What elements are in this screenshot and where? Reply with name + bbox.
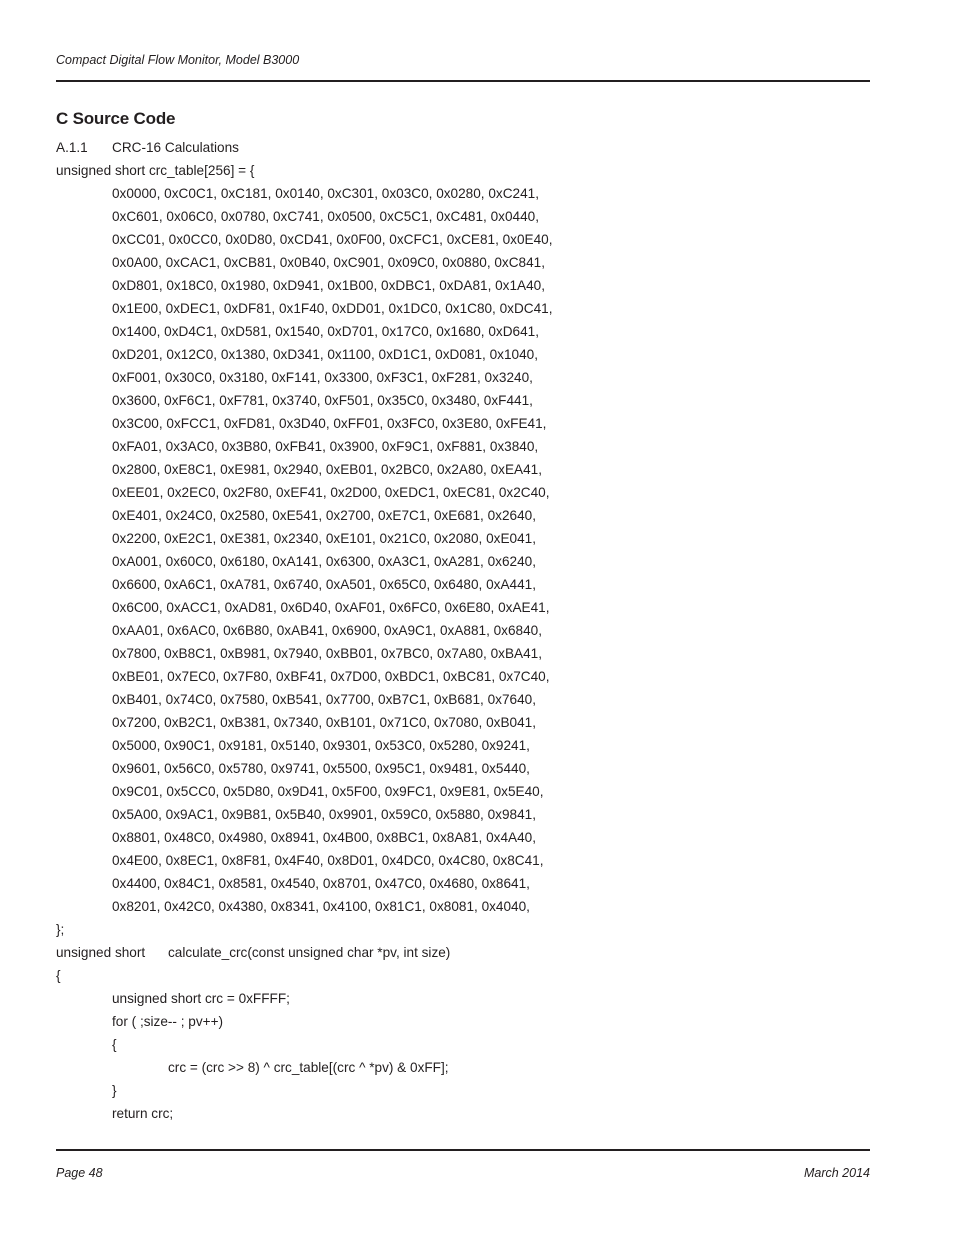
crc-table-row: 0xEE01, 0x2EC0, 0x2F80, 0xEF41, 0x2D00, 0xEDC1, 0xEC81, 0x2C40, (112, 485, 550, 500)
crc-table-row: 0xFA01, 0x3AC0, 0x3B80, 0xFB41, 0x3900, 0xF9C1, 0xF881, 0x3840, (112, 439, 539, 454)
loop-open-brace: { (112, 1037, 117, 1052)
crc-table-row: 0x7200, 0xB2C1, 0xB381, 0x7340, 0xB101, 0x71C0, 0x7080, 0xB041, (112, 715, 536, 730)
crc-table-row: 0xF001, 0x30C0, 0x3180, 0xF141, 0x3300, 0xF3C1, 0xF281, 0x3240, (112, 370, 533, 385)
crc-table-row: 0xD801, 0x18C0, 0x1980, 0xD941, 0x1B00, 0xDBC1, 0xDA81, 0x1A40, (112, 278, 546, 293)
crc-table-row: 0x4E00, 0x8EC1, 0x8F81, 0x4F40, 0x8D01, 0x4DC0, 0x4C80, 0x8C41, (112, 853, 544, 868)
crc-table-row: 0x4400, 0x84C1, 0x8581, 0x4540, 0x8701, 0x47C0, 0x4680, 0x8641, (112, 876, 530, 891)
subsection-number: A.1.1 (56, 140, 88, 155)
crc-table-row: 0x1E00, 0xDEC1, 0xDF81, 0x1F40, 0xDD01, 0x1DC0, 0x1C80, 0xDC41, (112, 301, 553, 316)
loop-close-brace: } (112, 1083, 117, 1098)
function-return-type: unsigned short (56, 945, 146, 960)
crc-table-row: 0x8801, 0x48C0, 0x4980, 0x8941, 0x4B00, 0x8BC1, 0x8A81, 0x4A40, (112, 830, 536, 845)
crc-table-row: 0x8201, 0x42C0, 0x4380, 0x8341, 0x4100, 0x81C1, 0x8081, 0x4040, (112, 899, 530, 914)
crc-table-row: 0x5A00, 0x9AC1, 0x9B81, 0x5B40, 0x9901, 0x59C0, 0x5880, 0x9841, (112, 807, 536, 822)
table-close: }; (56, 922, 65, 937)
section-title: C Source Code (56, 109, 176, 128)
return-statement: return crc; (112, 1106, 174, 1121)
running-header: Compact Digital Flow Monitor, Model B3000 (56, 53, 300, 67)
function-signature (56, 941, 870, 964)
crc-table-values (56, 182, 870, 918)
crc-table-row: 0x9601, 0x56C0, 0x5780, 0x9741, 0x5500, 0x95C1, 0x9481, 0x5440, (112, 761, 530, 776)
subsection-heading (56, 136, 870, 159)
function-open-brace: { (56, 968, 61, 983)
loop-body: crc = (crc >> 8) ^ crc_table[(crc ^ *pv) & 0xFF]; (168, 1060, 449, 1075)
crc-table-row: 0xD201, 0x12C0, 0x1380, 0xD341, 0x1100, 0xD1C1, 0xD081, 0x1040, (112, 347, 538, 362)
crc-table-row: 0x6C00, 0xACC1, 0xAD81, 0x6D40, 0xAF01, 0x6FC0, 0x6E80, 0xAE41, (112, 600, 550, 615)
crc-table-row: 0x9C01, 0x5CC0, 0x5D80, 0x9D41, 0x5F00, 0x9FC1, 0x9E81, 0x5E40, (112, 784, 544, 799)
function-name: calculate_crc(const unsigned char *pv, int size) (168, 945, 451, 960)
footer-rule (56, 1149, 870, 1151)
crc-table-row: 0x7800, 0xB8C1, 0xB981, 0x7940, 0xBB01, 0x7BC0, 0x7A80, 0xBA41, (112, 646, 543, 661)
crc-table-row: 0xBE01, 0x7EC0, 0x7F80, 0xBF41, 0x7D00, 0xBDC1, 0xBC81, 0x7C40, (112, 669, 550, 684)
init-statement: unsigned short crc = 0xFFFF; (112, 991, 290, 1006)
crc-table-row: 0x3C00, 0xFCC1, 0xFD81, 0x3D40, 0xFF01, 0x3FC0, 0x3E80, 0xFE41, (112, 416, 547, 431)
crc-table-row: 0x2200, 0xE2C1, 0xE381, 0x2340, 0xE101, 0x21C0, 0x2080, 0xE041, (112, 531, 536, 546)
header-rule (56, 80, 870, 82)
table-declaration: unsigned short crc_table[256] = { (56, 163, 255, 178)
for-statement: for ( ;size-- ; pv++) (112, 1014, 224, 1029)
subsection-title: CRC-16 Calculations (112, 140, 239, 155)
crc-table-row: 0xA001, 0x60C0, 0x6180, 0xA141, 0x6300, 0xA3C1, 0xA281, 0x6240, (112, 554, 536, 569)
crc-table-row: 0xCC01, 0x0CC0, 0x0D80, 0xCD41, 0x0F00, 0xCFC1, 0xCE81, 0x0E40, (112, 232, 553, 247)
crc-table-row: 0x3600, 0xF6C1, 0xF781, 0x3740, 0xF501, 0x35C0, 0x3480, 0xF441, (112, 393, 533, 408)
crc-table-row: 0x2800, 0xE8C1, 0xE981, 0x2940, 0xEB01, 0x2BC0, 0x2A80, 0xEA41, (112, 462, 543, 477)
crc-table-row: 0x0000, 0xC0C1, 0xC181, 0x0140, 0xC301, 0x03C0, 0x0280, 0xC241, (112, 186, 539, 201)
crc-table-row: 0x0A00, 0xCAC1, 0xCB81, 0x0B40, 0xC901, 0x09C0, 0x0880, 0xC841, (112, 255, 546, 270)
crc-table-row: 0x1400, 0xD4C1, 0xD581, 0x1540, 0xD701, 0x17C0, 0x1680, 0xD641, (112, 324, 539, 339)
crc-table-row: 0x5000, 0x90C1, 0x9181, 0x5140, 0x9301, 0x53C0, 0x5280, 0x9241, (112, 738, 530, 753)
crc-table-row: 0xB401, 0x74C0, 0x7580, 0xB541, 0x7700, 0xB7C1, 0xB681, 0x7640, (112, 692, 536, 707)
crc-table-row: 0xAA01, 0x6AC0, 0x6B80, 0xAB41, 0x6900, 0xA9C1, 0xA881, 0x6840, (112, 623, 543, 638)
code-listing (56, 136, 870, 1125)
footer-date: March 2014 (803, 1166, 870, 1180)
crc-table-row: 0xC601, 0x06C0, 0x0780, 0xC741, 0x0500, 0xC5C1, 0xC481, 0x0440, (112, 209, 539, 224)
crc-table-row: 0xE401, 0x24C0, 0x2580, 0xE541, 0x2700, 0xE7C1, 0xE681, 0x2640, (112, 508, 536, 523)
crc-table-row: 0x6600, 0xA6C1, 0xA781, 0x6740, 0xA501, 0x65C0, 0x6480, 0xA441, (112, 577, 536, 592)
page-number: Page 48 (56, 1166, 103, 1180)
